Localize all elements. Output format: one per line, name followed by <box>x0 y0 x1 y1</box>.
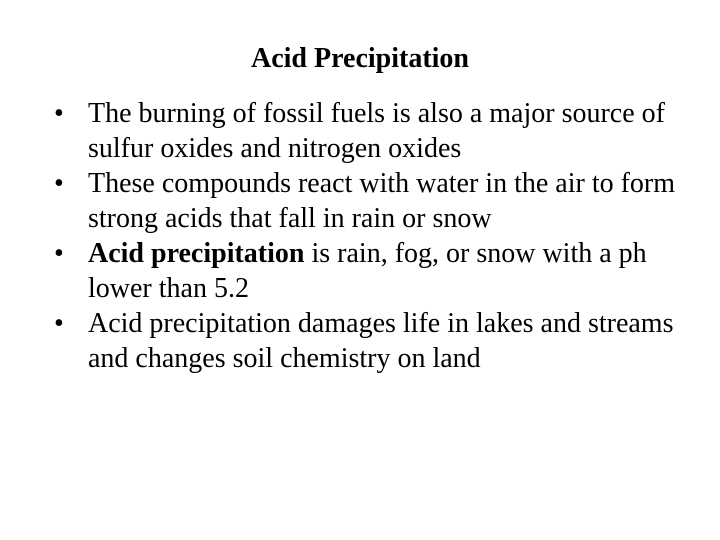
bullet-dot-icon: • <box>54 238 64 269</box>
bullet-text: is rain, fog, or snow with a ph lower than 5.2 <box>88 238 647 304</box>
bullet-dot-icon: • <box>54 308 64 339</box>
bullet-item-2 <box>50 166 690 236</box>
bullet-item-1 <box>50 96 690 166</box>
slide-title: Acid Precipitation <box>250 43 469 74</box>
bullet-dot-icon: • <box>54 98 64 129</box>
bullet-term: Acid precipitation <box>88 238 305 269</box>
bullet-text: Acid precipitation damages life in lakes and streams and changes soil chemistry on land <box>88 308 674 374</box>
bullet-dot-icon: • <box>54 168 64 199</box>
bullet-item-3 <box>50 236 690 306</box>
bullet-item-4 <box>50 306 690 376</box>
bullet-text: These compounds react with water in the air to form strong acids that fall in rain or snow <box>88 168 676 234</box>
bullet-text: The burning of fossil fuels is also a major source of sulfur oxides and nitrogen oxides <box>88 98 665 164</box>
bullet-list <box>50 96 690 376</box>
